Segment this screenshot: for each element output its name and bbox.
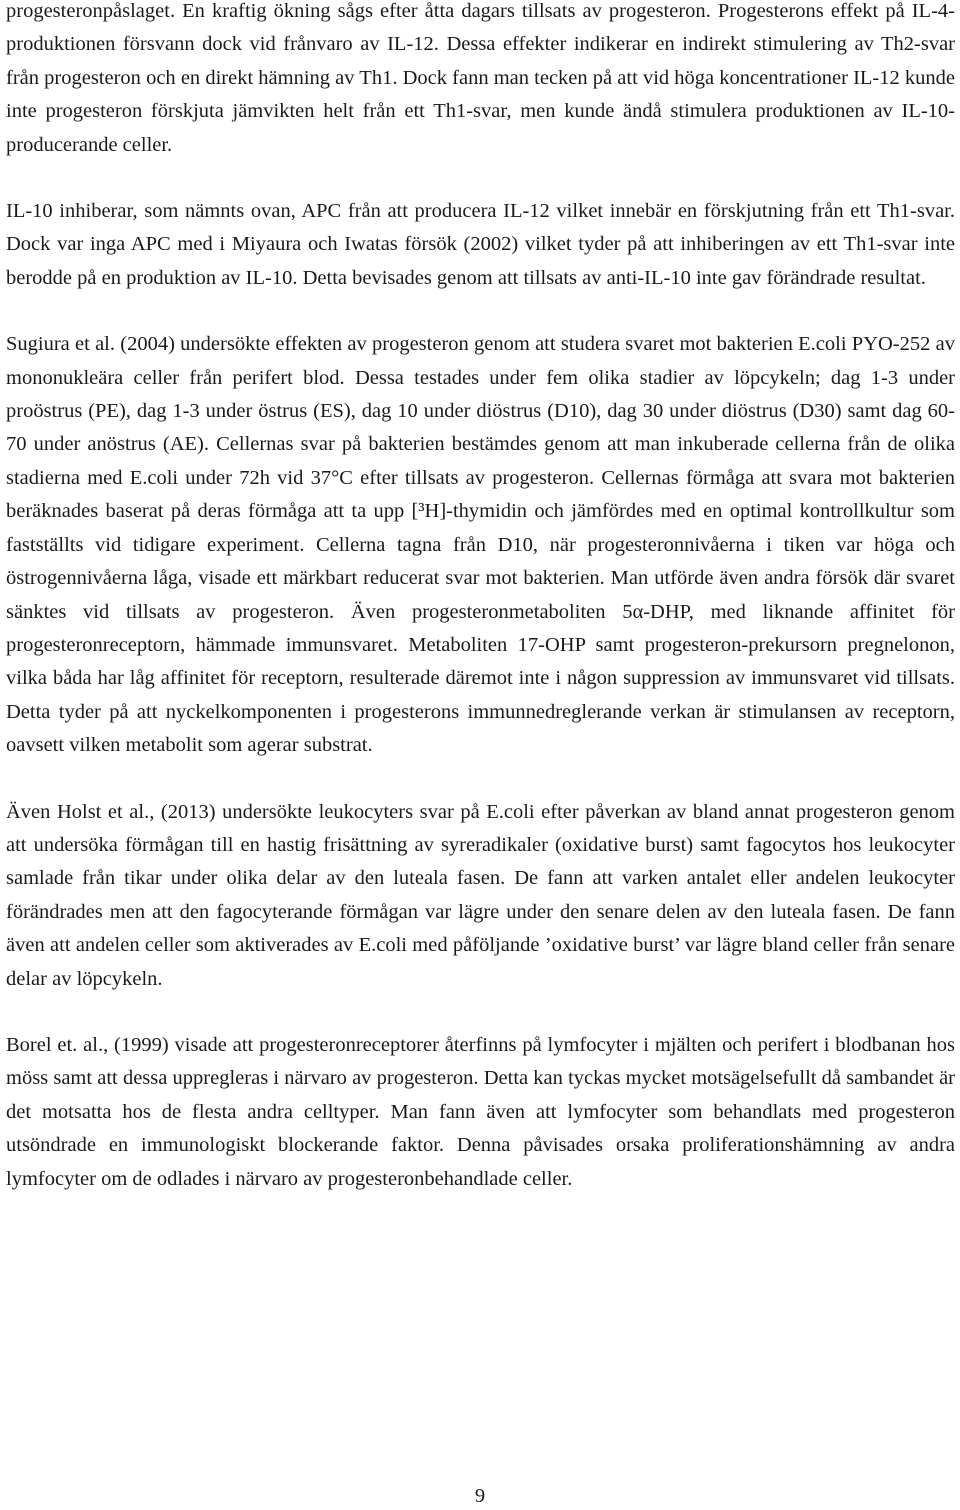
- page-number: 9: [474, 1485, 486, 1507]
- paragraph-gap: [6, 996, 955, 1029]
- paragraph-holst: Även Holst et al., (2013) undersökte leukocyters svar på E.coli efter påverkan av bland annat progesteron genom att undersöka förmågan till en hastig frisättning av syreradikaler (oxidative burst) samt fagocytos hos leukocyter samlade från tikar under olika delar av den luteala fasen. De fann att varken antalet eller andelen leukocyter förändrades men att den fagocyterande förmågan var lägre under den senare delen av den luteala fasen. De fann även att andelen celler som aktiverades av E.coli med påföljande ’oxidative burst’ var lägre bland celler från senare delar av löpcykeln.: [6, 800, 955, 990]
- paragraph-sugiura: Sugiura et al. (2004) undersökte effekten av progesteron genom att studera svaret mot bakterien E.coli PYO-252 av mononukleära celler från perifert blod. Dessa testades under fem olika stadier av löpcykeln; dag 1-3 under proöstrus (PE), dag 1-3 under östrus (ES), dag 10 under diöstrus (D10), dag 30 under diöstrus (D30) samt dag 60-70 under anöstrus (AE). Cellernas svar på bakterien bestämdes genom att man inkuberade cellerna från de olika stadierna med E.coli under 72h vid 37°C efter tillsats av progesteron. Cellernas förmåga att svara mot bakterien beräknades baserat på deras förmåga att ta upp [³H]-thymidin och jämfördes med en optimal kontrollkultur som fastställts vid tidigare experiment. Cellerna tagna från D10, när progesteronnivåerna i tiken var höga och östrogennivåerna låga, visade ett märkbart reducerat svar mot bakterien. Man utförde även andra försök där svaret sänktes vid tillsats av progesteron. Även progesteronmetaboliten 5α-DHP, med liknande affinitet för progesteronreceptorn, hämmade immunsvaret. Metaboliten 17-OHP samt progesteron-prekursorn pregnelonon, vilka båda har låg affinitet för receptorn, resulterade däremot inte i någon suppression av immunsvaret vid tillsats. Detta tyder på att nyckelkomponenten i progesterons immunnedreglerande verkan är stimulansen av receptorn, oavsett vilken metabolit som agerar substrat.: [6, 333, 955, 757]
- paragraph-borel: Borel et. al., (1999) visade att progesteronreceptorer återfinns på lymfocyter i mjälten och perifert i blodbanan hos möss samt att dessa uppregleras i närvaro av progesteron. Detta kan tyckas mycket motsägelsefullt då sambandet är det motsatta hos de flesta andra celltyper. Man fann även att lymfocyter som behandlats med progesteron utsöndrade en immunologiskt blockerande faktor. Denna påvisades orsaka proliferationshämning av andra lymfocyter om de odlades i närvaro av progesteronbehandlade celler.: [6, 1033, 955, 1190]
- paragraph-gap: [6, 295, 955, 328]
- paragraph-gap: [6, 763, 955, 796]
- paragraph-gap: [6, 162, 955, 195]
- paragraph-il10: IL-10 inhiberar, som nämnts ovan, APC från att producera IL-12 vilket innebär en förskjutning från ett Th1-svar. Dock var inga APC med i Miyaura och Iwatas försök (2002) vilket tyder på att inhiberingen av ett Th1-svar inte berodde på en produktion av IL-10. Detta bevisades genom att tillsats av anti-IL-10 inte gav förändrade resultat.: [6, 200, 955, 289]
- document-body: [6, 0, 955, 1196]
- paragraph-th1-th2: progesteronpåslaget. En kraftig ökning sågs efter åtta dagars tillsats av progesteron. Progesterons effekt på IL-4-produktionen försvann dock vid frånvaro av IL-12. Dessa effekter indikerar en indirekt stimulering av Th2-svar från progesteron och en direkt hämning av Th1. Dock fann man tecken på att vid höga koncentrationer IL-12 kunde inte progesteron förskjuta jämvikten helt från ett Th1-svar, men kunde ändå stimulera produktionen av IL-10-producerande celler.: [6, 0, 955, 156]
